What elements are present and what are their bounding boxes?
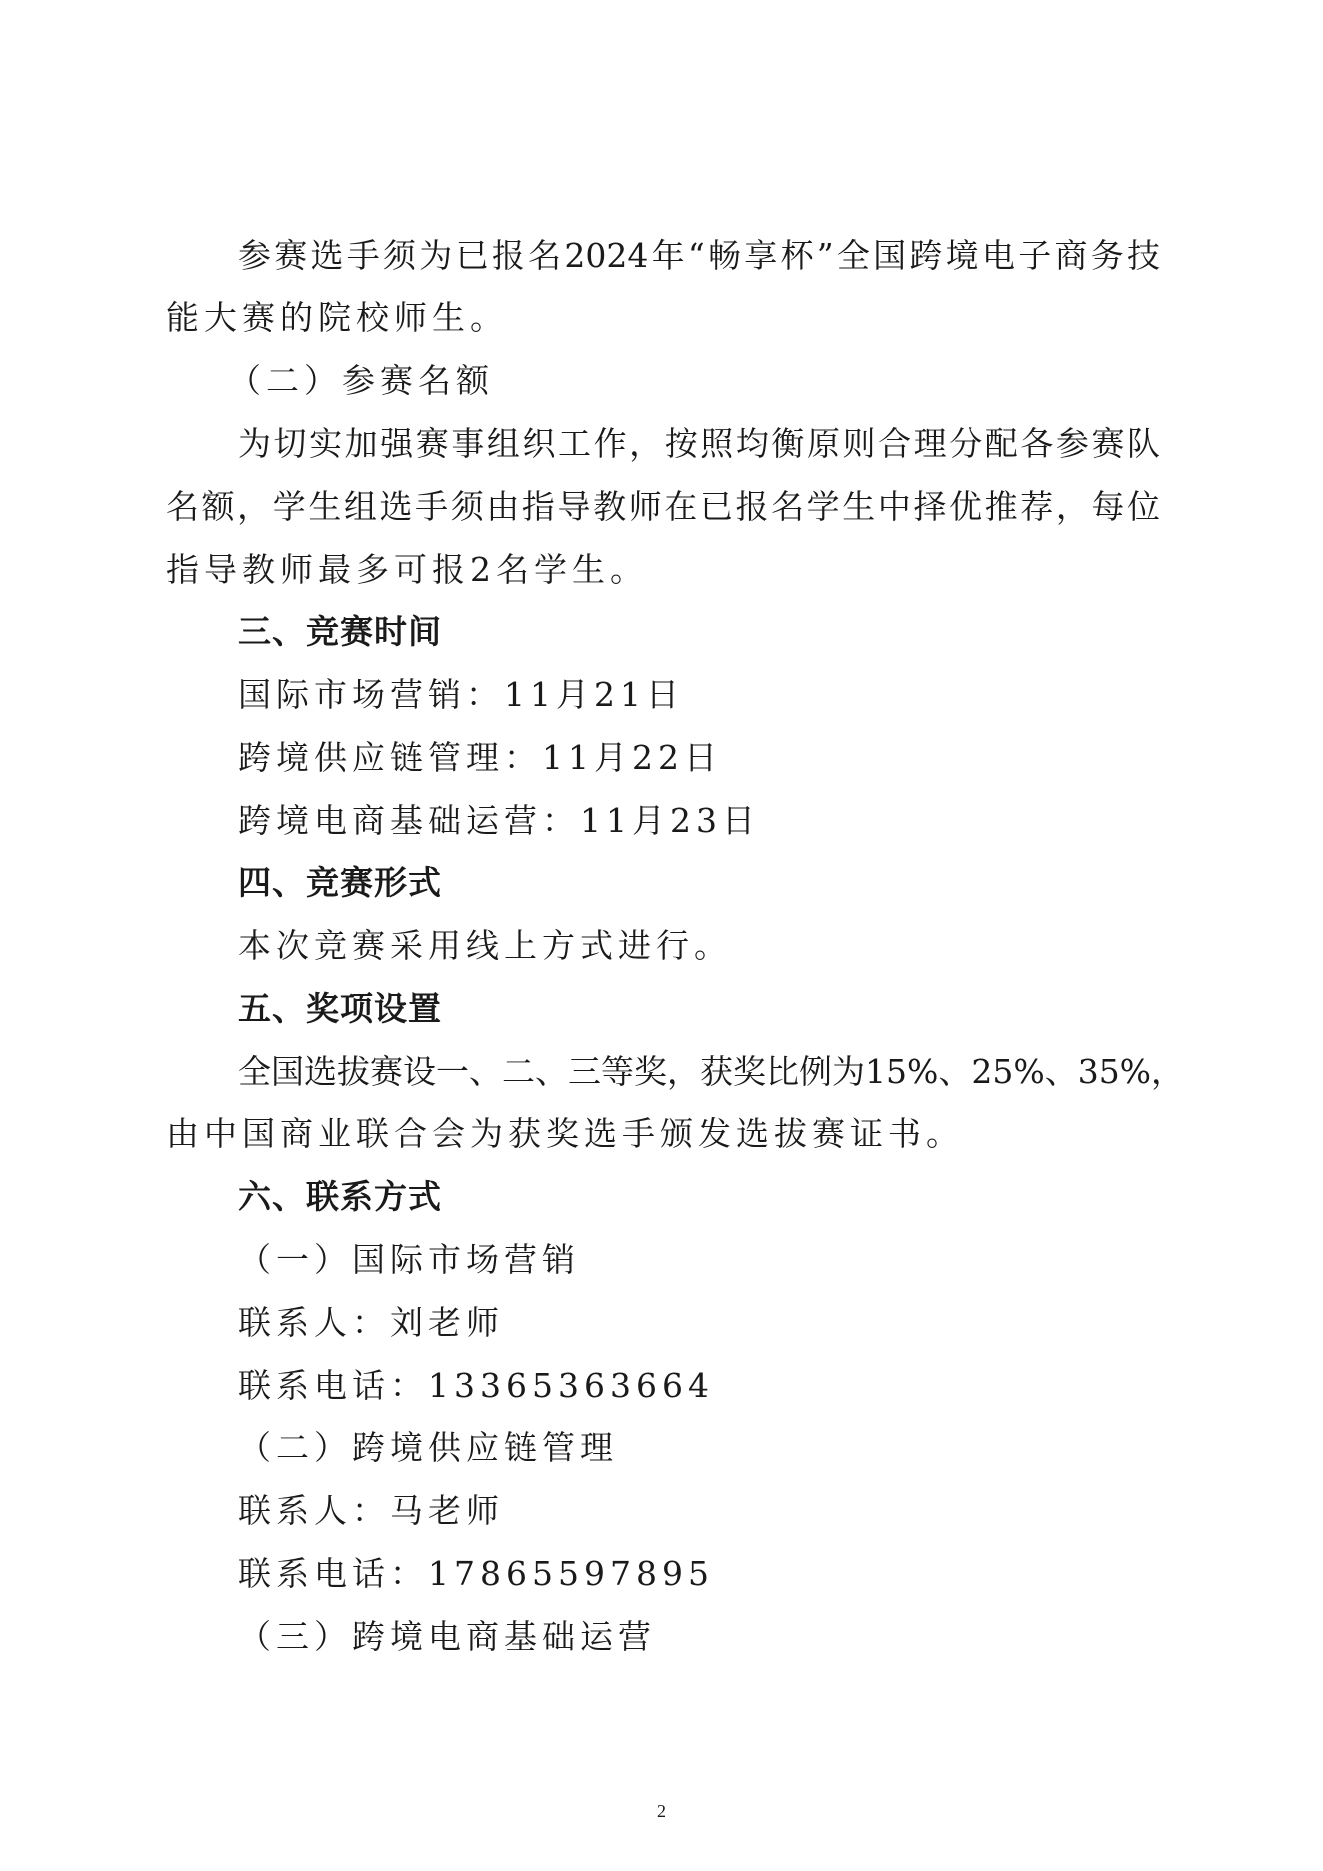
contact-basic-operations-title: （三）跨境电商基础运营: [238, 1617, 656, 1656]
schedule-supply-chain: 跨境供应链管理：11月22日: [238, 738, 722, 777]
contact-marketing-person: 联系人：刘老师: [238, 1303, 504, 1342]
contact-marketing-title: （一）国际市场营销: [238, 1240, 580, 1279]
subsection-quota-title: （二）参赛名额: [228, 361, 494, 400]
schedule-marketing: 国际市场营销：11月21日: [238, 675, 684, 714]
section-contact-heading: 六、联系方式: [238, 1177, 442, 1216]
contact-supply-chain-person: 联系人：马老师: [238, 1491, 504, 1530]
page-number: 2: [657, 1801, 666, 1821]
contact-supply-chain-title: （二）跨境供应链管理: [238, 1428, 618, 1467]
section-competition-format-heading: 四、竞赛形式: [238, 863, 442, 902]
paragraph-quota-line-1: 为切实加强赛事组织工作，按照均衡原则合理分配各参赛队: [238, 424, 1160, 463]
paragraph-awards-line-2: 由中国商业联合会为获奖选手颁发选拔赛证书。: [166, 1114, 964, 1153]
paragraph-competition-format: 本次竞赛采用线上方式进行。: [238, 926, 732, 965]
paragraph-awards-line-1: 全国选拔赛设一、二、三等奖，获奖比例为15%、25%、35%，: [238, 1052, 1185, 1091]
schedule-basic-operations: 跨境电商基础运营：11月23日: [238, 801, 760, 840]
section-awards-heading: 五、奖项设置: [238, 989, 442, 1028]
paragraph-quota-line-3: 指导教师最多可报2名学生。: [166, 550, 648, 589]
paragraph-eligibility-line-2: 能大赛的院校师生。: [166, 298, 508, 337]
contact-marketing-phone: 联系电话：13365363664: [238, 1366, 714, 1405]
section-competition-time-heading: 三、竞赛时间: [238, 612, 442, 651]
contact-supply-chain-phone: 联系电话：17865597895: [238, 1554, 714, 1593]
paragraph-quota-line-2: 名额，学生组选手须由指导教师在已报名学生中择优推荐，每位: [166, 487, 1160, 526]
paragraph-eligibility-line-1: 参赛选手须为已报名2024年“畅享杯”全国跨境电子商务技: [238, 236, 1160, 275]
